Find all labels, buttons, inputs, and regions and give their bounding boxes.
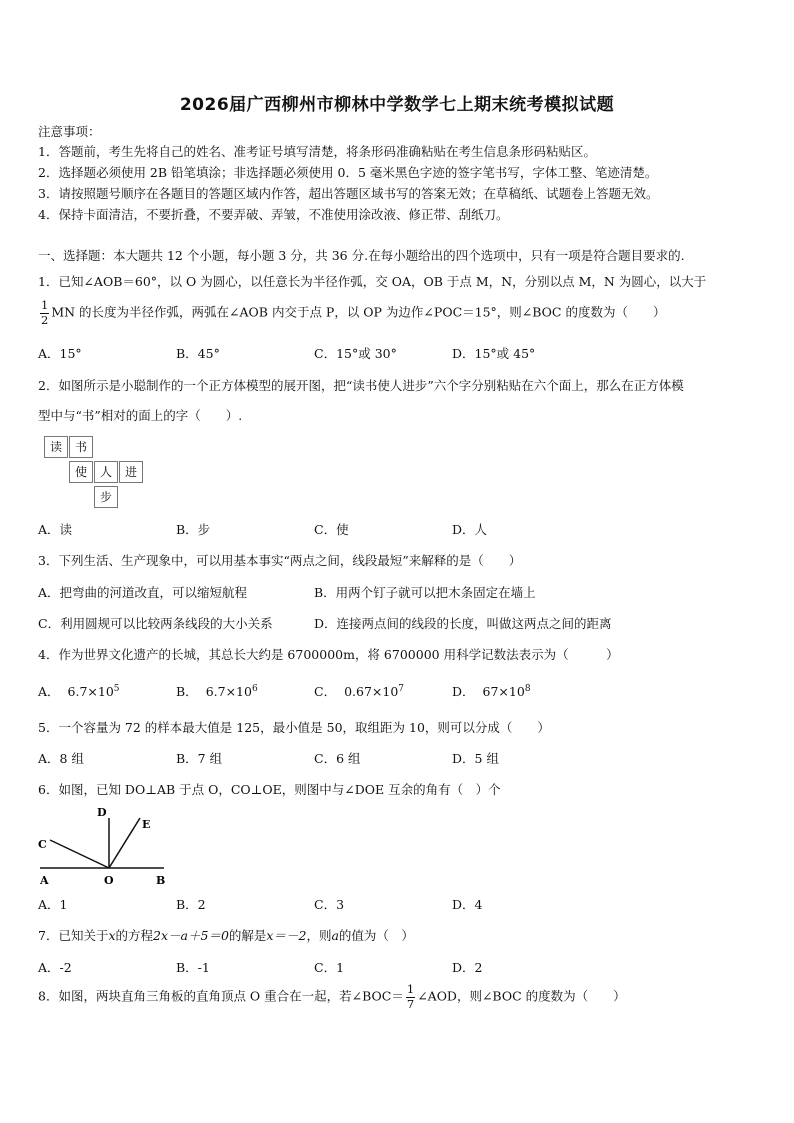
q1-line2: MN 的长度为半径作弧，两弧在∠AOB 内交于点 P，以 OP 为边作∠POC＝15°，则∠BOC 的度数为（ ） [51, 304, 666, 320]
q1-fraction [40, 300, 49, 326]
q4-option-b [176, 682, 258, 700]
q2-option-d: D．人 [452, 522, 488, 537]
q7-option-c: C．1 [314, 960, 345, 975]
q8-frac-den: 7 [406, 996, 415, 1011]
label-o: O [104, 874, 114, 887]
q4-a-exp: 5 [113, 683, 120, 694]
notice-item-3: 3．请按照题号顺序在各题目的答题区域内作答，超出答题区域书写的答案无效；在草稿纸、试题卷上答题无效。 [38, 186, 659, 201]
label-b: B [156, 874, 166, 887]
q1-frac-num: 1 [41, 298, 49, 312]
notice-item-1: 1．答题前，考生先将自己的姓名、准考证号填写清楚，将条形码准确粘贴在考生信息条形码粘贴区。 [38, 144, 596, 159]
notice-item-4: 4．保持卡面清洁，不要折叠，不要弄破、弄皱，不准使用涂改液、修正带、刮纸刀。 [38, 207, 509, 222]
q5-line1: 5．一个容量为 72 的样本最大值是 125，最小值是 50，取组距为 10，则可以分成（ ） [38, 720, 550, 735]
q1-line1: 1．已知∠AOB＝60°，以 O 为圆心，以任意长为半径作弧，交 OA，OB 于点 M，N，分别以点 M，N 为圆心，以大于 [38, 274, 707, 289]
q1-option-b: B．45° [176, 346, 220, 361]
q4-b-exp: 6 [251, 683, 258, 694]
q7-var-a: a [331, 928, 339, 943]
q8-line1 [38, 984, 626, 1010]
q4-d-mant: 67×10 [482, 684, 525, 699]
q6-option-c: C．3 [314, 897, 345, 912]
q7-option-b: B．-1 [176, 960, 210, 975]
page-title: 2026届广西柳州市柳林中学数学七上期末统考模拟试题 [179, 95, 615, 115]
q8-frac-num: 1 [406, 982, 415, 996]
q4-a-label: A． [38, 684, 60, 699]
q8-text-b: ∠AOD，则∠BOC 的度数为（ ） [417, 988, 626, 1004]
q7-option-a: A．-2 [38, 960, 72, 975]
notice-item-2: 2．选择题必须使用 2B 铅笔填涂；非选择题必须使用 0．5 毫米黑色字迹的签字笔书写，字体工整、笔迹清楚。 [38, 165, 658, 180]
q2-line2: 型中与“书”相对的面上的字（ ）. [38, 408, 243, 423]
q2-option-c: C．使 [314, 522, 349, 537]
q1-line2-row [38, 300, 665, 326]
q5-option-c: C．6 组 [314, 751, 361, 766]
q7-option-d: D．2 [452, 960, 483, 975]
q4-option-d [452, 682, 531, 700]
q1-option-c: C．15°或 30° [314, 346, 397, 361]
label-a: A [40, 874, 49, 887]
section-heading: 一、选择题：本大题共 12 个小题，每小题 3 分，共 36 分.在每小题给出的四个选项中，只有一项是符合题目要求的. [38, 248, 685, 263]
net-cell-shi: 使 [69, 461, 93, 483]
q7-text-d: ，则 [306, 928, 332, 943]
q4-c-mant: 0.67×10 [344, 684, 399, 699]
label-d: D [97, 806, 107, 819]
q7-text-e: 的值为（ ） [338, 928, 414, 943]
q7-text-a: 7．已知关于 [38, 928, 109, 943]
net-cell-bu: 步 [94, 486, 118, 508]
net-cell-ren: 人 [94, 461, 118, 483]
net-cell-jin: 进 [119, 461, 143, 483]
q4-b-label: B． [176, 684, 198, 699]
label-c: C [38, 838, 47, 851]
ray-oc [50, 840, 109, 868]
q1-frac-den: 2 [41, 312, 49, 327]
q7-solution: x＝－2 [266, 928, 307, 943]
q3-option-a: A．把弯曲的河道改直，可以缩短航程 [38, 585, 248, 600]
q4-line1: 4．作为世界文化遗产的长城，其总长大约是 6700000m，将 6700000 用科学记数法表示为（ ） [38, 647, 619, 662]
q7-line1 [38, 926, 414, 944]
q7-equation: 2x－a＋5＝0 [153, 928, 229, 943]
angle-figure [36, 804, 176, 888]
label-e: E [142, 818, 151, 831]
q4-d-exp: 8 [524, 683, 531, 694]
q2-line1: 2．如图所示是小聪制作的一个正方体模型的展开图，把“读书使人进步”六个字分别粘贴在六个面上，那么在正方体模 [38, 378, 684, 393]
q3-line1: 3．下列生活、生产现象中，可以用基本事实“两点之间，线段最短”来解释的是（ ） [38, 553, 522, 568]
q2-option-b: B．步 [176, 522, 211, 537]
q2-option-a: A．读 [38, 522, 73, 537]
q4-option-c [314, 682, 404, 700]
q3-option-b: B．用两个钉子就可以把木条固定在墙上 [314, 585, 536, 600]
q5-option-d: D．5 组 [452, 751, 499, 766]
q8-text-a: 8．如图，两块直角三角板的直角顶点 O 重合在一起，若∠BOC＝ [38, 988, 404, 1004]
q6-option-a: A．1 [38, 897, 68, 912]
q4-c-label: C． [314, 684, 337, 699]
q4-d-label: D． [452, 684, 475, 699]
q5-option-a: A．8 组 [38, 751, 84, 766]
q4-a-mant: 6.7×10 [67, 684, 114, 699]
q7-text-c: 的解是 [228, 928, 267, 943]
q6-option-d: D．4 [452, 897, 483, 912]
q1-option-d: D．15°或 45° [452, 346, 536, 361]
notice-heading: 注意事项： [38, 124, 101, 139]
q1-option-a: A．15° [38, 346, 82, 361]
q4-c-exp: 7 [398, 683, 405, 694]
q6-line1: 6．如图，已知 DO⊥AB 于点 O，CO⊥OE，则图中与∠DOE 互余的角有（ ）个 [38, 782, 501, 797]
q4-option-a [38, 682, 120, 700]
net-cell-shu: 书 [69, 436, 93, 458]
q5-option-b: B．7 组 [176, 751, 223, 766]
q3-option-c: C．利用圆规可以比较两条线段的大小关系 [38, 616, 273, 631]
q6-option-b: B．2 [176, 897, 206, 912]
q7-var-x: x [108, 928, 116, 943]
q4-b-mant: 6.7×10 [205, 684, 252, 699]
q8-fraction [406, 984, 415, 1010]
net-cell-du: 读 [44, 436, 68, 458]
q7-text-b: 的方程 [115, 928, 154, 943]
q3-option-d: D．连接两点间的线段的长度，叫做这两点之间的距离 [314, 616, 612, 631]
ray-oe [109, 818, 140, 868]
